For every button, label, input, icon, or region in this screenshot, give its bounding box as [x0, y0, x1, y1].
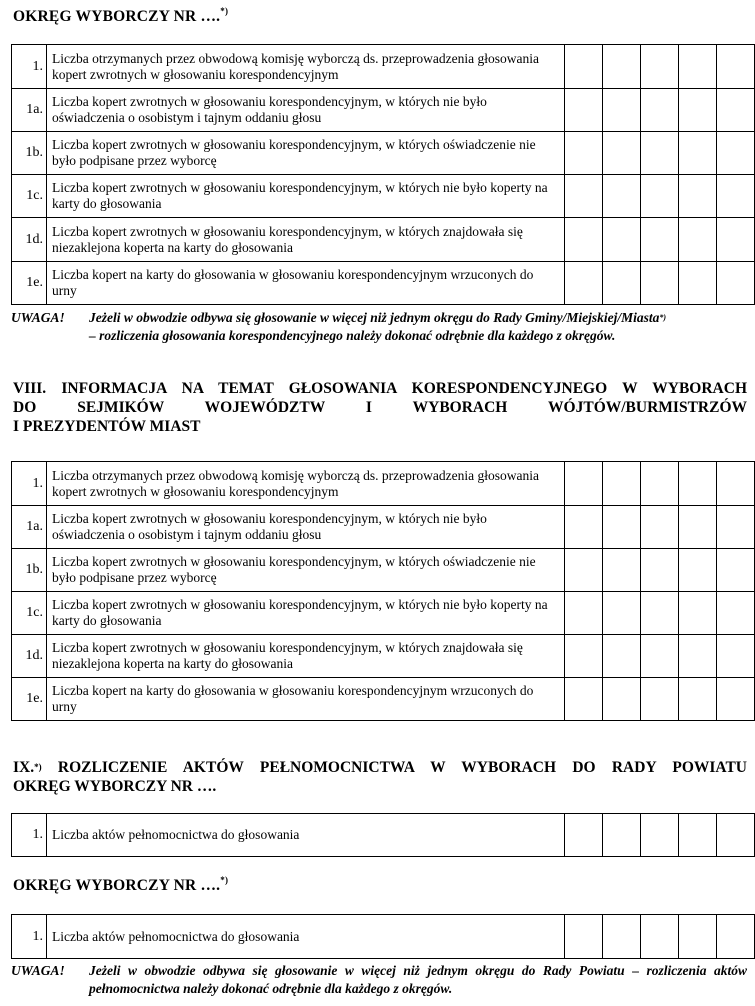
digit-box[interactable] — [565, 175, 603, 218]
note-label: UWAGA! — [11, 963, 65, 978]
digit-box[interactable] — [679, 678, 717, 721]
digit-box[interactable] — [603, 549, 641, 592]
digit-box[interactable] — [717, 506, 755, 549]
digit-box[interactable] — [679, 506, 717, 549]
digit-box[interactable] — [679, 218, 717, 262]
table-row: 1a. Liczba kopert zwrotnych w głosowaniu korespondencyjnym, w których nie było oświadczenia o osobistym i tajnym oddaniu głosu — [12, 506, 755, 549]
note-warning-1: UWAGA! Jeżeli w obwodzie odbywa się głosowanie w więcej niż jednym okręgu do Rady Gminy/Miejskiej/Miasta*) – rozliczenia głosowania korespondencyjnego należy dokonać odrębnie dla każdego z okręgów. — [11, 310, 667, 343]
digit-box[interactable] — [565, 592, 603, 635]
digit-box[interactable] — [603, 506, 641, 549]
digit-box[interactable] — [717, 678, 755, 721]
digit-box[interactable] — [679, 45, 717, 89]
section-viii-title: VIII. INFORMACJA NA TEMAT GŁOSOWANIA KORESPONDENCYJNEGO W WYBORACH DO SEJMIKÓW WOJEWÓDZTW I WYBORACH WÓJTÓW/BURMISTRZÓW I PREZYDENTÓW MIAST — [13, 380, 747, 435]
table-row: 1. Liczba otrzymanych przez obwodową komisję wyborczą ds. przeprowadzenia głosowania kopert zwrotnych w głosowaniu korespondencyjnym — [12, 462, 755, 506]
digit-box[interactable] — [565, 915, 603, 959]
digit-box[interactable] — [603, 175, 641, 218]
digit-box[interactable] — [565, 45, 603, 89]
digit-box[interactable] — [641, 506, 679, 549]
digit-box[interactable] — [717, 915, 755, 959]
digit-box[interactable] — [641, 678, 679, 721]
digit-box[interactable] — [679, 592, 717, 635]
table-row: 1b. Liczba kopert zwrotnych w głosowaniu korespondencyjnym, w których oświadczenie nie było podpisane przez wyborcę — [12, 549, 755, 592]
digit-box[interactable] — [641, 462, 679, 506]
digit-box[interactable] — [717, 175, 755, 218]
digit-box[interactable] — [679, 549, 717, 592]
digit-box[interactable] — [717, 635, 755, 678]
digit-box[interactable] — [717, 89, 755, 132]
digit-box[interactable] — [679, 635, 717, 678]
digit-box[interactable] — [641, 915, 679, 959]
digit-box[interactable] — [565, 678, 603, 721]
digit-box[interactable] — [565, 549, 603, 592]
digit-box[interactable] — [603, 218, 641, 262]
digit-box[interactable] — [641, 814, 679, 857]
digit-box[interactable] — [717, 814, 755, 857]
digit-box[interactable] — [641, 45, 679, 89]
district-heading-2: OKRĘG WYBORCZY NR ….*) — [13, 875, 229, 894]
note-label: UWAGA! — [11, 310, 65, 325]
digit-box[interactable] — [679, 915, 717, 959]
digit-box[interactable] — [717, 592, 755, 635]
district-heading-1: OKRĘG WYBORCZY NR ….*) — [13, 6, 229, 25]
digit-box[interactable] — [679, 175, 717, 218]
digit-box[interactable] — [679, 132, 717, 175]
digit-box[interactable] — [565, 462, 603, 506]
postal-vote-table-1 — [11, 44, 755, 305]
proxy-table-1 — [11, 813, 755, 857]
digit-box[interactable] — [603, 678, 641, 721]
digit-box[interactable] — [641, 89, 679, 132]
digit-box[interactable] — [603, 132, 641, 175]
digit-box[interactable] — [717, 549, 755, 592]
digit-box[interactable] — [603, 45, 641, 89]
digit-box[interactable] — [717, 45, 755, 89]
note-warning-2: UWAGA! Jeżeli w obwodzie odbywa się głosowanie w więcej niż jednym okręgu do Rady Powiatu – rozliczenia aktów pełnomocnictwa należy dokonać odrębnie dla każdego z okręgów. — [11, 963, 747, 996]
table-row: 1a. Liczba kopert zwrotnych w głosowaniu korespondencyjnym, w których nie było oświadczenia o osobistym i tajnym oddaniu głosu — [12, 89, 755, 132]
digit-box[interactable] — [603, 915, 641, 959]
digit-box[interactable] — [565, 814, 603, 857]
digit-box[interactable] — [603, 262, 641, 305]
digit-box[interactable] — [641, 175, 679, 218]
digit-box[interactable] — [679, 89, 717, 132]
table-row: 1d. Liczba kopert zwrotnych w głosowaniu korespondencyjnym, w których znajdowała się niezaklejona koperta na karty do głosowania — [12, 218, 755, 262]
digit-box[interactable] — [717, 132, 755, 175]
digit-box[interactable] — [641, 218, 679, 262]
table-row: 1. Liczba otrzymanych przez obwodową komisję wyborczą ds. przeprowadzenia głosowania kopert zwrotnych w głosowaniu korespondencyjnym — [12, 45, 755, 89]
digit-box[interactable] — [641, 635, 679, 678]
table-row: 1. Liczba aktów pełnomocnictwa do głosowania — [12, 814, 755, 857]
table-row: 1. Liczba aktów pełnomocnictwa do głosowania — [12, 915, 755, 959]
digit-box[interactable] — [679, 814, 717, 857]
table-row: 1c. Liczba kopert zwrotnych w głosowaniu korespondencyjnym, w których nie było koperty na karty do głosowania — [12, 175, 755, 218]
digit-box[interactable] — [603, 462, 641, 506]
digit-box[interactable] — [717, 462, 755, 506]
digit-box[interactable] — [679, 262, 717, 305]
proxy-table-2 — [11, 914, 755, 959]
digit-box[interactable] — [603, 814, 641, 857]
digit-box[interactable] — [717, 262, 755, 305]
digit-box[interactable] — [603, 592, 641, 635]
digit-box[interactable] — [679, 462, 717, 506]
digit-box[interactable] — [641, 592, 679, 635]
digit-box[interactable] — [565, 89, 603, 132]
digit-box[interactable] — [641, 262, 679, 305]
table-row: 1e. Liczba kopert na karty do głosowania w głosowaniu korespondencyjnym wrzuconych do urny — [12, 678, 755, 721]
digit-box[interactable] — [717, 218, 755, 262]
digit-box[interactable] — [565, 132, 603, 175]
digit-box[interactable] — [603, 89, 641, 132]
digit-box[interactable] — [603, 635, 641, 678]
digit-box[interactable] — [565, 506, 603, 549]
table-row: 1e. Liczba kopert na karty do głosowania w głosowaniu korespondencyjnym wrzuconych do urny — [12, 262, 755, 305]
digit-box[interactable] — [565, 262, 603, 305]
table-row: 1b. Liczba kopert zwrotnych w głosowaniu korespondencyjnym, w których oświadczenie nie było podpisane przez wyborcę — [12, 132, 755, 175]
postal-vote-table-2 — [11, 461, 755, 721]
table-row: 1c. Liczba kopert zwrotnych w głosowaniu korespondencyjnym, w których nie było koperty na karty do głosowania — [12, 592, 755, 635]
table-row: 1d. Liczba kopert zwrotnych w głosowaniu korespondencyjnym, w których znajdowała się niezaklejona koperta na karty do głosowania — [12, 635, 755, 678]
digit-box[interactable] — [641, 549, 679, 592]
section-ix-title: IX.*) ROZLICZENIE AKTÓW PEŁNOMOCNICTWA W WYBORACH DO RADY POWIATU OKRĘG WYBORCZY NR …. — [13, 759, 747, 795]
digit-box[interactable] — [565, 635, 603, 678]
digit-box[interactable] — [565, 218, 603, 262]
digit-box[interactable] — [641, 132, 679, 175]
